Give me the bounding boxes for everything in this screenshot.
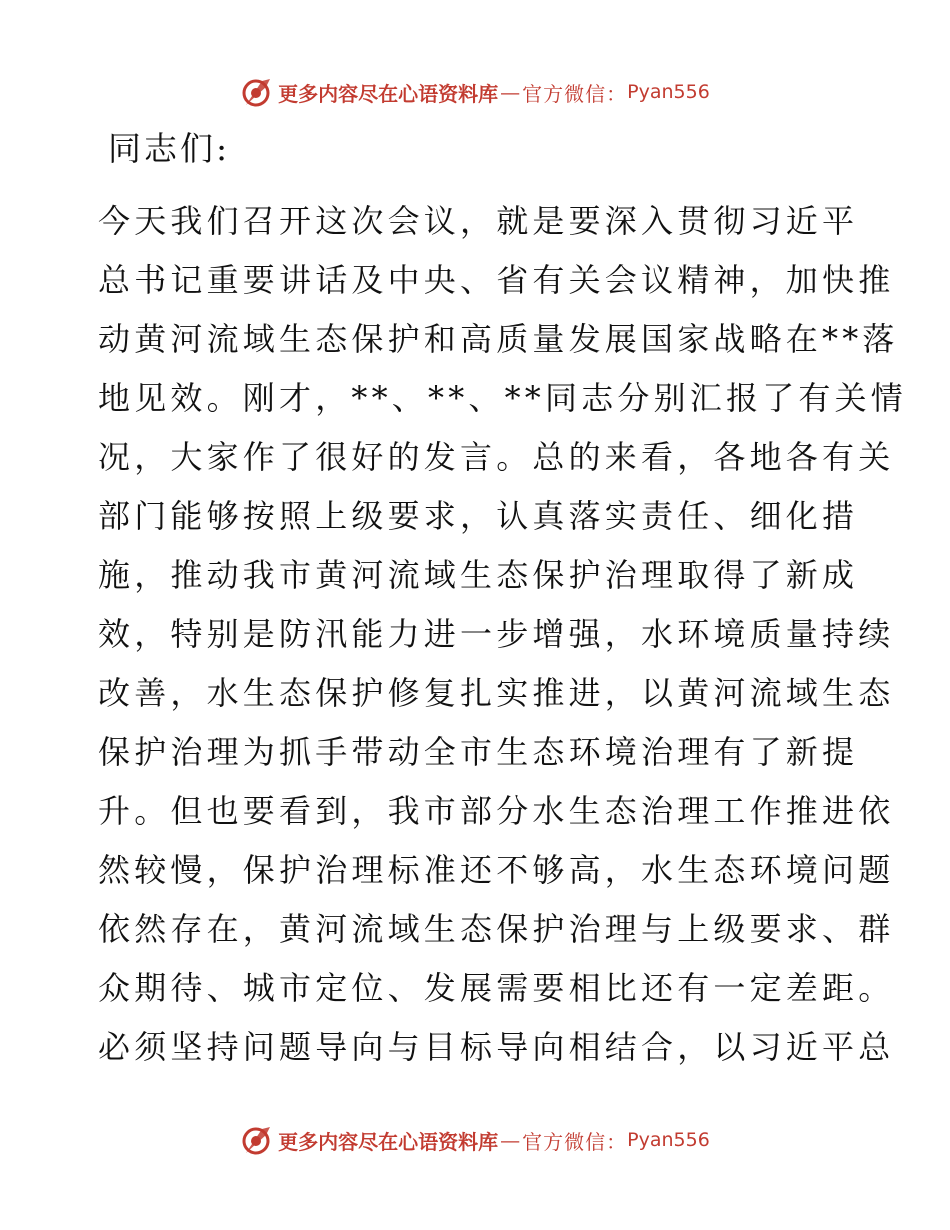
footer-separator: —: [500, 1128, 521, 1152]
body-line: 改善，水生态保护修复扎实推进，以黄河流域生态: [98, 674, 895, 712]
body-line: 今天我们召开这次会议，就是要深入贯彻习近平: [98, 202, 859, 240]
footer-brand-text: 更多内容尽在心语资料库: [278, 1129, 499, 1154]
body-line: 必须坚持问题导向与目标导向相结合，以习近平总: [98, 1028, 895, 1066]
header-banner: [0, 72, 950, 112]
body-line: 动黄河流域生态保护和高质量发展国家战略在**落: [98, 320, 899, 358]
quill-logo-icon: [240, 75, 274, 109]
body-line: 依然存在，黄河流域生态保护治理与上级要求、群: [98, 910, 895, 948]
footer-wechat-label: 官方微信：: [522, 1129, 628, 1154]
body-line: 施，推动我市黄河流域生态保护治理取得了新成: [98, 556, 859, 594]
body-line: 况，大家作了很好的发言。总的来看，各地各有关: [98, 438, 895, 476]
header-brand-text: 更多内容尽在心语资料库: [278, 81, 499, 106]
document-body: [98, 195, 908, 1080]
body-line: 然较慢，保护治理标准还不够高，水生态环境问题: [98, 851, 895, 889]
body-line: 保护治理为抓手带动全市生态环境治理有了新提: [98, 733, 859, 771]
document-salutation: 同志们:: [108, 129, 231, 168]
footer-banner: [0, 1120, 950, 1160]
body-line: 众期待、城市定位、发展需要相比还有一定差距。: [98, 969, 895, 1007]
body-line: 部门能够按照上级要求，认真落实责任、细化措: [98, 497, 859, 535]
body-line: 升。但也要看到，我市部分水生态治理工作推进依: [98, 792, 895, 830]
header-separator: —: [500, 80, 521, 104]
header-wechat-label: 官方微信：: [522, 81, 628, 106]
body-line: 效，特别是防汛能力进一步增强，水环境质量持续: [98, 615, 895, 653]
header-wechat-id: Pyan556: [627, 81, 710, 103]
footer-wechat-id: Pyan556: [627, 1129, 710, 1151]
body-line: 地见效。刚才，**、**、**同志分别汇报了有关情: [98, 379, 908, 417]
quill-logo-icon: [240, 1123, 274, 1157]
body-line: 总书记重要讲话及中央、省有关会议精神，加快推: [98, 261, 895, 299]
